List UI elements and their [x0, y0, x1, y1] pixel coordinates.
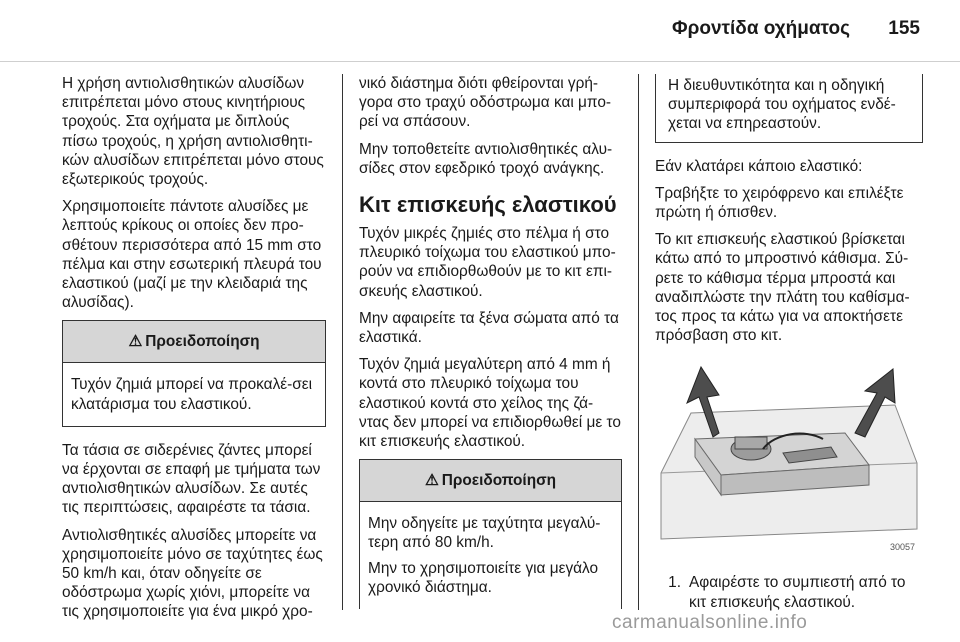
- repair-kit-drawing: [655, 353, 923, 563]
- paragraph: Τα τάσια σε σιδερένιες ζάντες μπορεί να έρχονται σε επαφή με τμήματα των αντιολισθητικών αλυσίδων. Σε αυτές τις περιπτώσεις, αφαιρέστε τα τάσια.: [62, 441, 321, 517]
- warning-title: Προειδοποίηση: [145, 333, 260, 351]
- warning-header: [360, 460, 621, 502]
- column-2: [359, 74, 622, 609]
- warning-text: Μην οδηγείτε με ταχύτητα μεγαλύ‐τερη από 80 km/h.: [368, 515, 601, 552]
- step-text: Αφαιρέστε το συμπιεστή από το κιτ επισκευής ελαστικού.: [689, 574, 906, 611]
- paragraph: Τυχόν ζημιά μεγαλύτερη από 4 mm ή κοντά στο πλευρικό τοίχωμα του ελαστικού κοντά στο χείλος της ζά‐ντας δεν μπορεί να επιδιορθωθεί με το κιτ επισκευής ελαστικού.: [359, 356, 621, 451]
- warning-text: Η διευθυντικότητα και η οδηγική συμπεριφορά του οχήματος ενδέ‐χεται να επηρεαστούν.: [668, 77, 896, 133]
- warning-continuation-box: [655, 74, 923, 143]
- tire-repair-kit-illustration: [655, 353, 923, 563]
- column-divider-2: [638, 74, 639, 610]
- step-number: 1.: [668, 574, 681, 592]
- section-heading: Κιτ επισκευής ελαστικού: [359, 192, 617, 218]
- step-item: [655, 573, 923, 611]
- warning-header: [63, 321, 325, 363]
- watermark: carmanualsonline.info: [612, 612, 808, 633]
- paragraph: Εάν κλατάρει κάποιο ελαστικό:: [655, 157, 863, 175]
- paragraph: Τυχόν μικρές ζημιές στο πέλμα ή στο πλευρικό τοίχωμα του ελαστικού μπο‐ρούν να επιδιορθωθούν με το κιτ επι‐σκευής ελαστικού.: [359, 225, 616, 300]
- page-header: [0, 0, 960, 62]
- page-number: 155: [888, 18, 920, 39]
- column-1: [62, 74, 326, 630]
- paragraph: Μην τοποθετείτε αντιολισθητικές αλυ‐σίδες στον εφεδρικό τροχό ανάγκης.: [359, 140, 613, 177]
- page-title: Φροντίδα οχήματος: [672, 18, 850, 39]
- paragraph: Η χρήση αντιολισθητικών αλυσίδων επιτρέπεται μόνο στους κινητήριους τροχούς. Στα οχήματα με διπλούς πίσω τροχούς, η χρήση αντιολισθητι‐κών αλυσίδων επιτρέπεται μόνο στους εξωτερικούς τροχούς.: [62, 75, 324, 189]
- paragraph: Μην αφαιρείτε τα ξένα σώματα από τα ελαστικά.: [359, 309, 619, 347]
- column-divider-1: [342, 74, 343, 610]
- warning-box: [359, 459, 622, 609]
- warning-body: [360, 502, 621, 609]
- warning-box: [62, 320, 326, 426]
- warning-title: Προειδοποίηση: [441, 472, 557, 490]
- paragraph: Αντιολισθητικές αλυσίδες μπορείτε να χρησιμοποιείτε μόνο σε ταχύτητες έως 50 km/h και, όταν οδηγείτε σε οδόστρωμα χωρίς χιόνι, μπορείτε να τις χρησιμοποιείτε για ένα μικρό χρο‐: [62, 526, 323, 621]
- warning-text: Μην το χρησιμοποιείτε για μεγάλο χρονικό διάστημα.: [368, 559, 599, 596]
- column-3: [655, 74, 923, 612]
- warning-triangle-icon: ⚠: [424, 472, 439, 490]
- paragraph: Το κιτ επισκευής ελαστικού βρίσκεται κάτω από το μπροστινό κάθισμα. Σύ‐ρετε το κάθισμα τέρμα μπροστά και αναδιπλώστε την πλάτη του καθίσμα‐τος προς τα κάτω για να αποκτήσετε πρόσβαση στο κιτ.: [655, 231, 910, 345]
- paragraph: Τραβήξτε το χειρόφρενο και επιλέξτε πρώτη ή όπισθεν.: [655, 184, 904, 222]
- warning-triangle-icon: ⚠: [128, 333, 143, 351]
- paragraph: Χρησιμοποιείτε πάντοτε αλυσίδες με λεπτούς κρίκους οι οποίες δεν προ‐σθέτουν περισσότερα από 15 mm στο πέλμα και στην εσωτερική πλευρά του ελαστικού (μαζί με την κλειδαριά της αλυσίδας).: [62, 198, 322, 312]
- figure-number: 30057: [889, 542, 915, 553]
- warning-text: Τυχόν ζημιά μπορεί να προκαλέ‐σει κλατάρισμα του ελαστικού.: [71, 376, 313, 413]
- warning-body: [63, 363, 325, 425]
- header-divider: [0, 61, 960, 62]
- paragraph: νικό διάστημα διότι φθείρονται γρή‐γορα στο τραχύ οδόστρωμα και μπο‐ρεί να σπάσουν.: [359, 75, 612, 131]
